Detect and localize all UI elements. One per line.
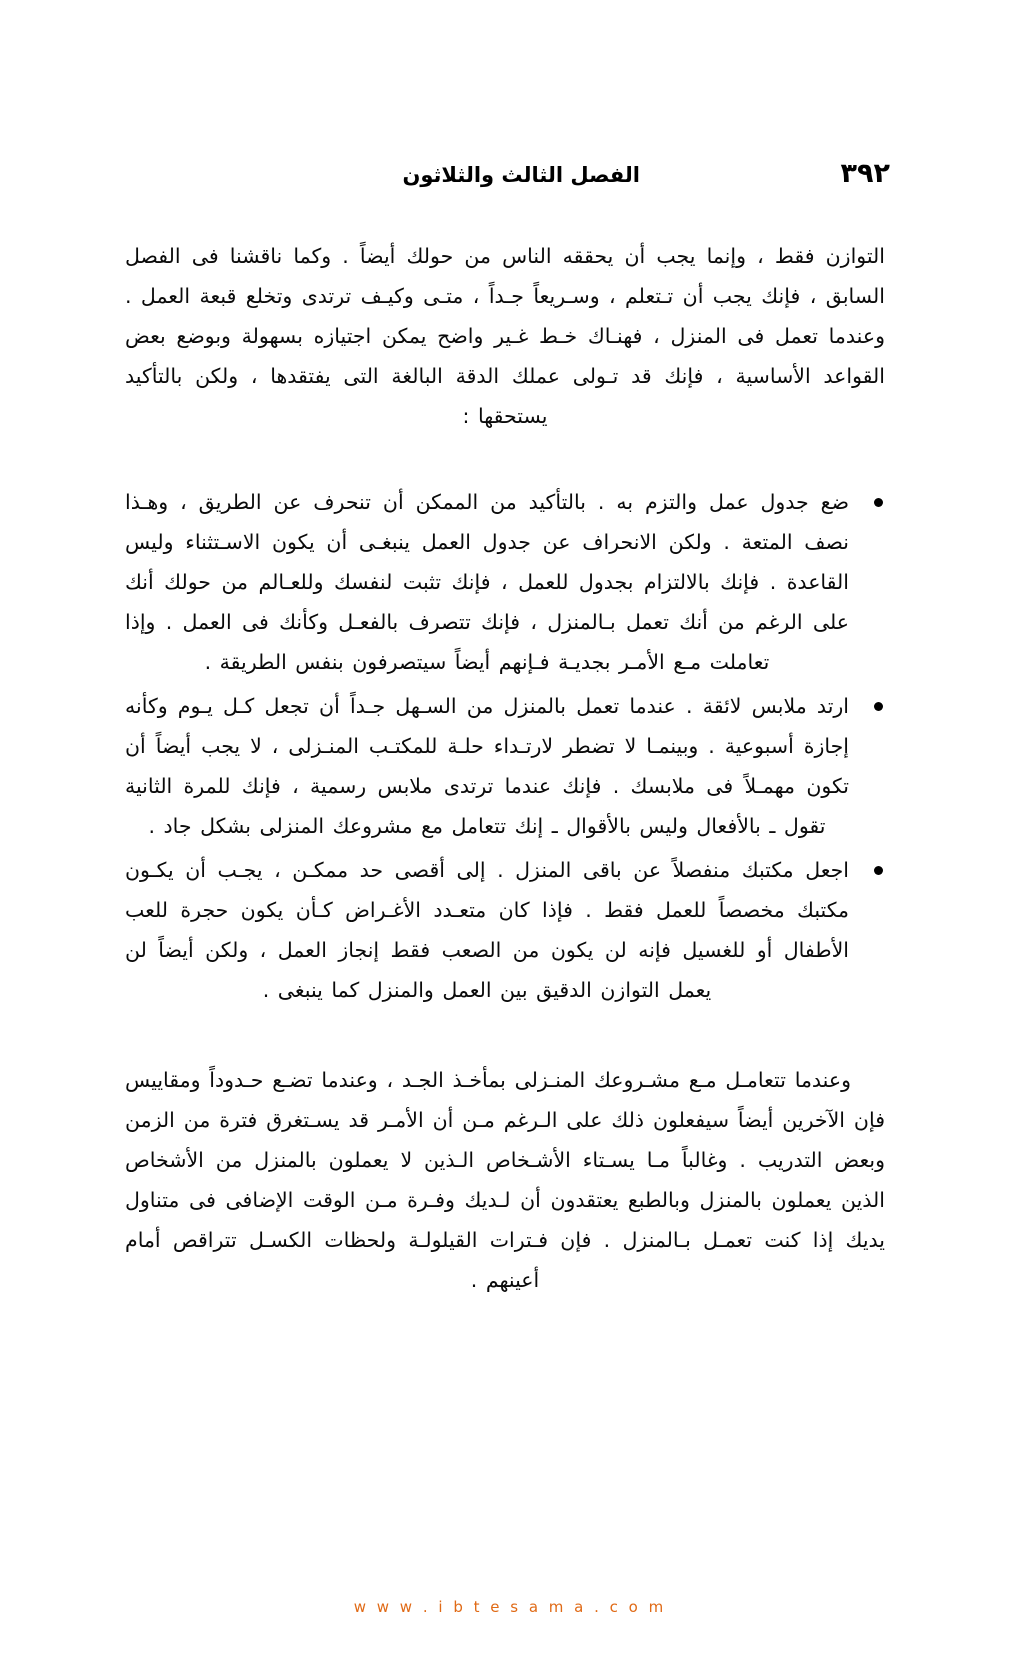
list-item [125,686,885,846]
bullet-dot-icon [874,866,883,875]
running-head [130,158,890,192]
list-item [125,850,885,1010]
spacer [125,436,885,482]
list-item-text: ضع جدول عمل والتزم به . بالتأكيد من الممكن أن تنحرف عن الطريق ، وهـذا نصف المتعة . ولكن الانحراف عن جدول العمل ينبغـى أن يكون الاسـتثناء وليس القاعدة . فإنك بالالتزام بجدول للعمل ، فإنك تثبت لنفسك وللعـالم من حولك أنك على الرغم من أنك تعمل بـالمنزل ، فإنك تتصرف بالفعـل وكأنك فى العمل . وإذا تعاملت مـع الأمـر بجديـة فـإنهم أيضاً سيتصرفون بنفس الطريقة . [125,490,849,674]
chapter-title: الفصل الثالث والثلاثون [402,163,640,187]
list-item-text: ارتد ملابس لائقة . عندما تعمل بالمنزل من السـهل جـداً أن تجعل كـل يـوم وكأنه إجازة أسبوعية . وبينمـا لا تضطر لارتـداء حلـة للمكتـب المنـزلى ، لا يجب أيضاً أن تكون مهمـلاً فى ملابسك . فإنك عندما ترتدى ملابس رسمية ، فإنك للمرة الثانية تقول ـ بالأفعال وليس بالأقوال ـ إنك تتعامل مع مشروعك المنزلى بشكل جاد . [125,694,849,838]
text-column [125,236,885,1300]
footer-watermark: w w w . i b t e s a m a . c o m [353,1598,667,1616]
list-item-text: اجعل مكتبك منفصلاً عن باقى المنزل . إلى أقصى حد ممكـن ، يجـب أن يكـون مكتبك مخصصاً للعمل فقط . فإذا كان متعـدد الأغـراض كـأن يكون حجرة للعب الأطفال أو للغسيل فإنه لن يكون من الصعب فقط إنجاز العمل ، ولكن أيضاً لن يعمل التوازن الدقيق بين العمل والمنزل كما ينبغى . [125,858,849,1002]
paragraph-closing: وعندما تتعامـل مـع مشـروعك المنـزلى بمأخـذ الجـد ، وعندما تضـع حـدوداً ومقاييس فإن الآخرين أيضاً سيفعلون ذلك على الـرغم مـن أن الأمـر قد يسـتغرق فترة من الزمن وبعض التدريب . وغالباً مـا يسـتاء الأشـخاص الـذين لا يعملون بالمنزل من الأشخاص الذين يعملون بالمنزل وبالطبع يعتقدون أن لـديك وفـرة مـن الوقت الإضافى فى متناول يديك إذا كنت تعمـل بـالمنزل . فإن فـترات القيلولـة ولحظات الكسـل تتراقص أمام أعينهم . [125,1068,885,1292]
paragraph-intro: التوازن فقط ، وإنما يجب أن يحققه الناس من حولك أيضاً . وكما ناقشنا فى الفصل السابق ، فإنك يجب أن تـتعلم ، وسـريعاً جـداً ، متـى وكيـف ترتدى وتخلع قبعة العمل . وعندما تعمل فى المنزل ، فهنـاك خـط غـير واضح يمكن اجتيازه بسهولة وبوضع بعض القواعد الأساسية ، فإنك قد تـولى عملك الدقة البالغة التى يفتقدها ، ولكن بالتأكيد يستحقها : [125,244,885,428]
bullet-dot-icon [874,498,883,507]
spacer [125,1014,885,1060]
list-item [125,482,885,682]
bullet-dot-icon [874,702,883,711]
advice-bullet-list [125,482,885,1010]
page-number: ٣٩٢ [840,158,890,189]
